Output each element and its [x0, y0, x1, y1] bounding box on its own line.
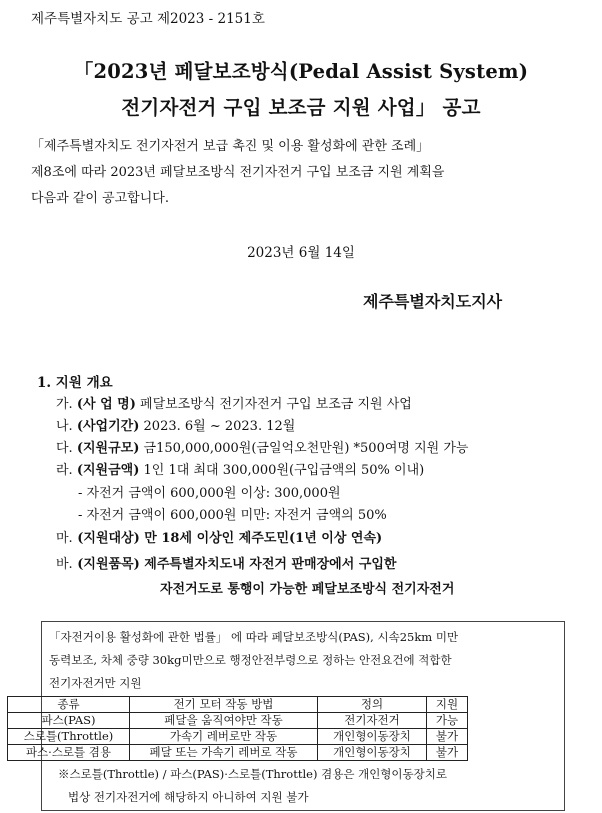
item-label: (지원규모) [76, 441, 140, 456]
item-ra-sub-1: - 자전거 금액이 600,000원 이상: 300,000원 [78, 486, 341, 501]
table-cell: 페달을 움직여야만 작동 [130, 713, 318, 729]
table-header-row [8, 697, 468, 713]
criteria-note [58, 763, 447, 809]
title-line-2: 전기자전거 구입 보조금 지원 사업」 공고 [121, 96, 481, 119]
criteria-line-1: 「자전거이용 활성화에 관한 법률」 에 따라 페달보조방식(PAS), 시속25km 미만 [49, 630, 459, 644]
announcement-date: 2023년 6월 14일 [247, 245, 355, 261]
table-cell: 페달 또는 가속기 레버로 작동 [130, 745, 318, 761]
table-row [8, 713, 468, 729]
section-heading: 1. 지원 개요 [37, 375, 113, 391]
item-da [56, 438, 468, 460]
note-line-1: ※스로틀(Throttle) / 파스(PAS)·스로틀(Throttle) 겸용은 개인형이동장치로 [58, 767, 447, 781]
item-text: 만 18세 이상인 제주도민(1년 이상 연속) [139, 531, 383, 546]
item-text: 금150,000,000원(금일억오천만원) *500여명 지원 가능 [139, 441, 469, 456]
table-cell: 스로틀(Throttle) [8, 729, 130, 745]
item-label: (지원품목) [77, 557, 140, 572]
item-label: (지원대상) [77, 531, 140, 546]
title-line-1: 「2023년 페달보조방식(Pedal Assist System) [73, 60, 529, 83]
eligibility-table [7, 696, 468, 761]
item-text: 제주특별자치도내 자전거 판매장에서 구입한 [139, 557, 397, 572]
item-na [56, 416, 295, 438]
header-cell: 전기 모터 작동 방법 [130, 697, 318, 713]
item-marker: 라. [56, 463, 73, 478]
item-label: (사 업 명) [76, 397, 136, 412]
item-marker: 나. [56, 419, 73, 434]
item-text: 2023. 6월 ~ 2023. 12월 [139, 419, 296, 434]
item-marker: 바. [56, 557, 73, 572]
item-label: (사업기간) [76, 419, 140, 434]
item-ra-sub-2: - 자전거 금액이 600,000원 미만: 자전거 금액의 50% [78, 508, 387, 523]
table-row [8, 729, 468, 745]
intro-line-2: 제8조에 따라 2023년 페달보조방식 전기자전거 구입 보조금 지원 계획을 [31, 165, 445, 180]
table-cell: 전기자전거 [318, 713, 427, 729]
item-ba [56, 554, 397, 576]
item-text: 페달보조방식 전기자전거 구입 보조금 지원 사업 [135, 397, 412, 412]
issuer-name: 제주특별자치도지사 [363, 292, 503, 311]
item-marker: 마. [56, 531, 73, 546]
criteria-line-3: 전기자전거만 지원 [49, 676, 142, 690]
table-cell: 파스(PAS) [8, 713, 130, 729]
table-cell: 불가 [427, 729, 468, 745]
table-cell: 가속기 레버로만 작동 [130, 729, 318, 745]
header-cell: 정의 [318, 697, 427, 713]
item-marker: 가. [56, 397, 73, 412]
table-cell: 개인형이동장치 [318, 729, 427, 745]
item-text: 1인 1대 최대 300,000원(구입금액의 50% 이내) [139, 463, 425, 478]
item-label: (지원금액) [76, 463, 140, 478]
table-cell: 가능 [427, 713, 468, 729]
table-cell: 불가 [427, 745, 468, 761]
table-cell: 파스·스로틀 겸용 [8, 745, 130, 761]
note-line-2: 법상 전기자전거에 해당하지 아니하여 지원 불가 [68, 790, 309, 804]
item-marker: 다. [56, 441, 73, 456]
table-cell: 개인형이동장치 [318, 745, 427, 761]
item-ma [56, 528, 382, 550]
criteria-text [49, 626, 561, 695]
table-row [8, 745, 468, 761]
item-ra [56, 460, 424, 482]
notice-number: 제주특별자치도 공고 제2023 - 2151호 [31, 11, 265, 27]
header-cell: 지원 [427, 697, 468, 713]
intro-line-1: 「제주특별자치도 전기자전거 보급 촉진 및 이용 활성화에 관한 조례」 [31, 139, 430, 154]
item-ba-line-2: 자전거도로 통행이 가능한 페달보조방식 전기자전거 [160, 582, 455, 597]
item-ga [56, 394, 412, 416]
intro-paragraph [31, 134, 576, 212]
header-cell: 종류 [8, 697, 130, 713]
intro-line-3: 다음과 같이 공고합니다. [31, 191, 169, 206]
criteria-line-2: 동력보조, 차체 중량 30kg미만으로 행정안전부령으로 정하는 안전요건에 적합한 [49, 653, 452, 667]
